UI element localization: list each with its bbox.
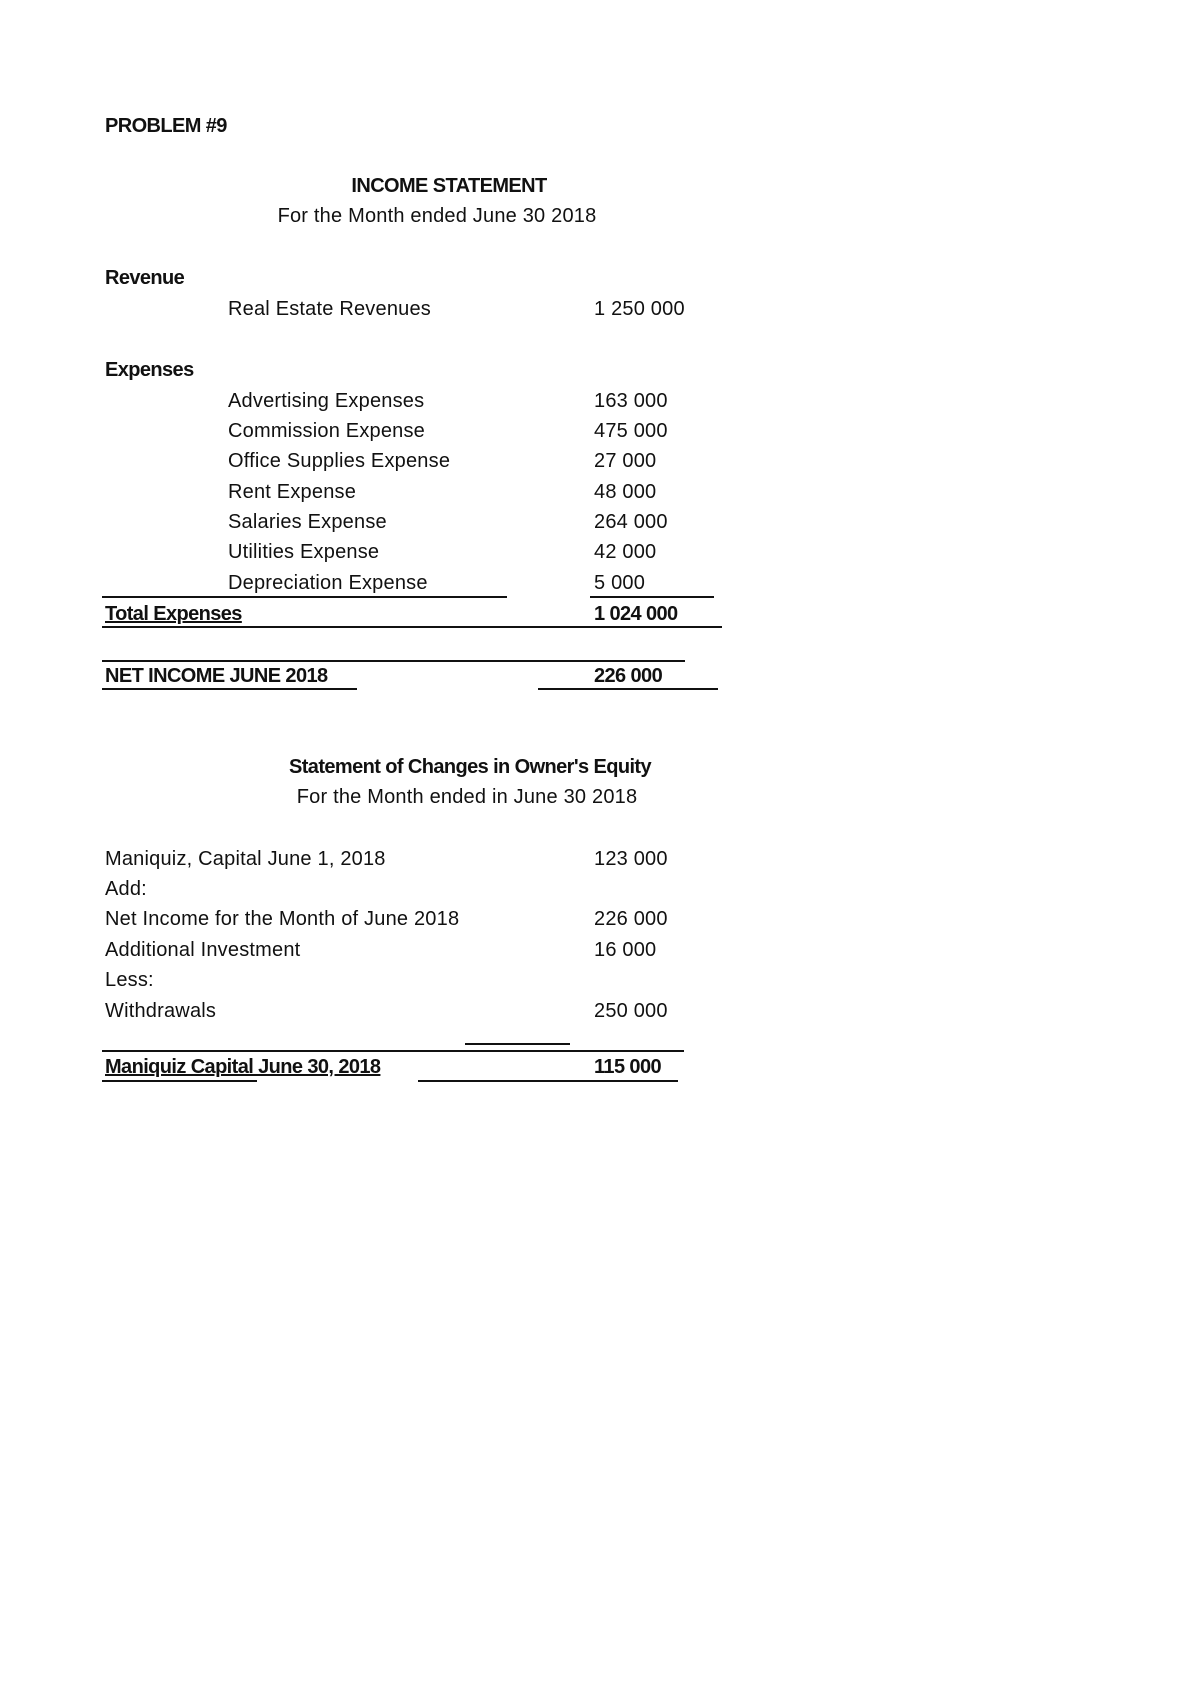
expenses-heading: Expenses — [105, 359, 194, 381]
net-income-amount: 226 000 — [594, 665, 663, 687]
equity-row-amount: 250 000 — [594, 1000, 668, 1022]
equity-row-label: Net Income for the Month of June 2018 — [105, 908, 460, 930]
equity-row-label: Withdrawals — [105, 1000, 217, 1022]
income-statement-title: INCOME STATEMENT — [351, 175, 547, 197]
expense-item-amount: 27 000 — [594, 450, 657, 472]
net-income-label: NET INCOME JUNE 2018 — [105, 665, 328, 687]
equity-row-label: Less: — [105, 969, 154, 991]
equity-row-amount: 16 000 — [594, 939, 657, 961]
total-expenses-rule — [102, 626, 722, 628]
equity-row-label: Add: — [105, 878, 147, 900]
expense-item-label: Utilities Expense — [228, 541, 380, 563]
net-income-top-rule-right — [430, 660, 685, 662]
expense-list-rule — [102, 596, 507, 598]
expense-amount-rule — [590, 596, 714, 598]
expense-item-label: Depreciation Expense — [228, 572, 428, 594]
net-income-bottom-rule-right — [538, 688, 718, 690]
expense-item-amount: 475 000 — [594, 420, 668, 442]
expense-item-amount: 48 000 — [594, 481, 657, 503]
net-income-top-rule-left — [102, 660, 447, 662]
equity-ending-rule-right — [418, 1080, 678, 1082]
equity-ending-rule-left — [102, 1080, 257, 1082]
expense-item-label: Advertising Expenses — [228, 390, 425, 412]
equity-row-label: Additional Investment — [105, 939, 301, 961]
revenue-item-label: Real Estate Revenues — [228, 298, 432, 320]
expense-item-label: Office Supplies Expense — [228, 450, 451, 472]
equity-statement-period: For the Month ended in June 30 2018 — [296, 786, 638, 808]
equity-ending-label: Maniquiz Capital June 30, 2018 — [105, 1056, 381, 1078]
equity-ending-rule-top — [102, 1050, 684, 1052]
expense-item-label: Commission Expense — [228, 420, 426, 442]
revenue-item-amount: 1 250 000 — [594, 298, 685, 320]
expense-item-amount: 264 000 — [594, 511, 668, 533]
equity-row-amount: 123 000 — [594, 848, 668, 870]
expense-item-label: Salaries Expense — [228, 511, 387, 533]
equity-ending-amount: 115 000 — [594, 1056, 661, 1078]
expense-item-amount: 5 000 — [594, 572, 646, 594]
equity-row-label: Maniquiz, Capital June 1, 2018 — [105, 848, 386, 870]
income-statement-period: For the Month ended June 30 2018 — [277, 205, 597, 227]
equity-top-rule-mid — [465, 1043, 570, 1045]
problem-title: PROBLEM #9 — [105, 115, 227, 137]
expense-item-label: Rent Expense — [228, 481, 357, 503]
net-income-bottom-rule-left — [102, 688, 357, 690]
expense-item-amount: 42 000 — [594, 541, 657, 563]
total-expenses-amount: 1 024 000 — [594, 603, 678, 625]
equity-statement-title: Statement of Changes in Owner's Equity — [288, 756, 652, 778]
equity-row-amount: 226 000 — [594, 908, 668, 930]
expense-item-amount: 163 000 — [594, 390, 668, 412]
revenue-heading: Revenue — [105, 267, 185, 289]
total-expenses-label: Total Expenses — [105, 603, 242, 625]
